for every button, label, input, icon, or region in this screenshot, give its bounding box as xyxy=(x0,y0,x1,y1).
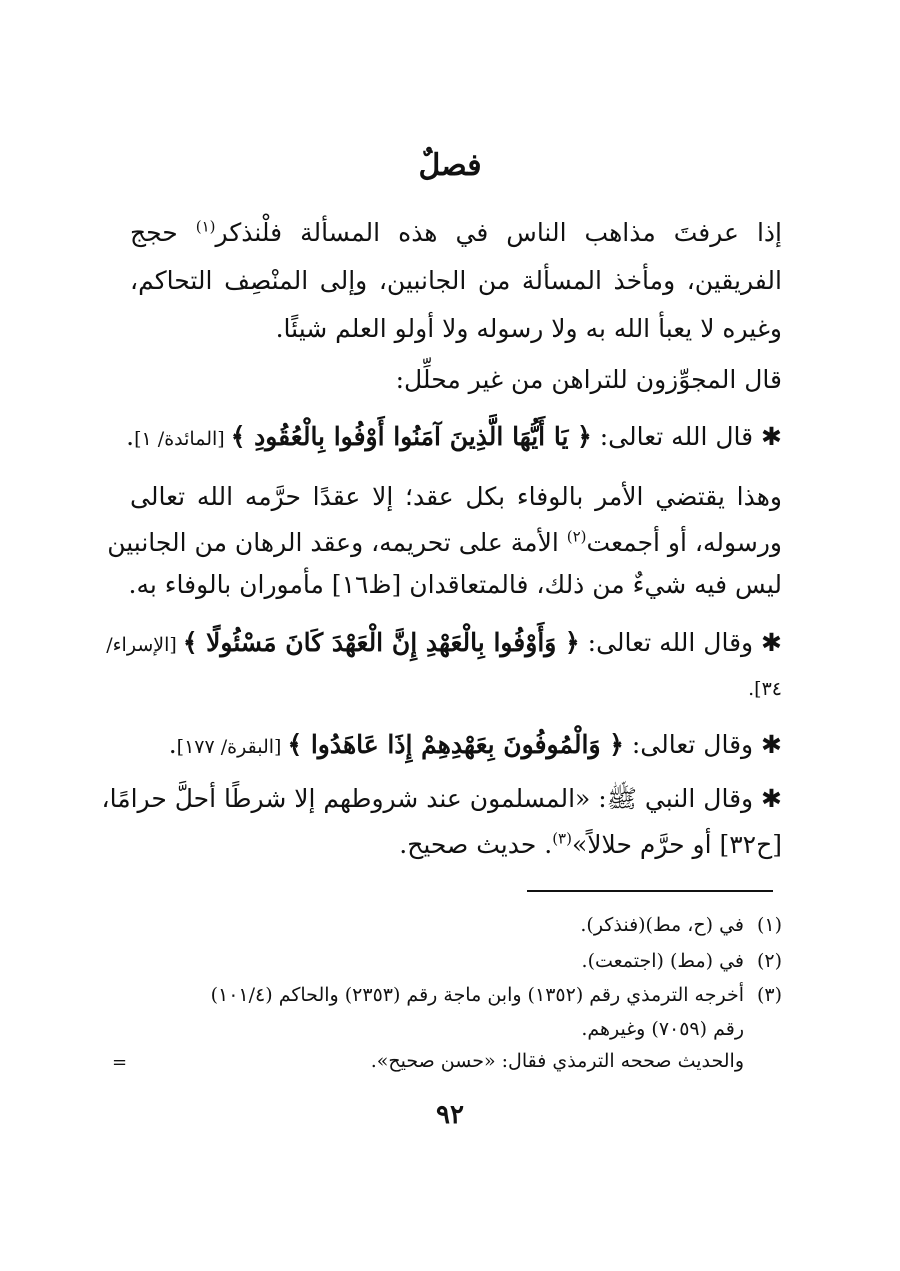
footnote-2-text: في (مط) (اجتمعت). xyxy=(581,950,744,972)
footnote-3-continuation-1: رقم (٧٠٥٩) وغيرهم. xyxy=(581,1018,744,1040)
evidence3-lead: ✱ وقال تعالى: xyxy=(623,730,782,759)
footnote-ref-1: (١) xyxy=(195,217,216,236)
footnote-ref-3: (٣) xyxy=(552,829,572,848)
footnote-separator xyxy=(527,890,773,892)
paragraph2-line2 xyxy=(107,527,782,558)
evidence2-line2 xyxy=(130,672,782,702)
evidence3-end: . xyxy=(168,730,177,759)
section-heading: فصلٌ xyxy=(418,148,482,183)
evidence1-lead: ✱ قال الله تعالى: xyxy=(591,422,782,451)
page-number: ٩٢ xyxy=(436,1100,464,1130)
evidence3-line xyxy=(130,730,782,760)
footnote-ref-2: (٢) xyxy=(566,527,587,546)
footnote-1 xyxy=(128,914,782,936)
paragraph1-line2: الفريقين، ومأخذ المسألة من الجانبين، وإلى المنْصِف التحاكم، xyxy=(130,266,782,295)
footnote-3-number: (٣) xyxy=(756,984,782,1006)
paragraph2-line3: ليس فيه شيءٌ من ذلك، فالمتعاقدان [ظ١٦] مأموران بالوفاء به. xyxy=(128,570,782,599)
footnote-3-continuation-2: والحديث صححه الترمذي فقال: «حسن صحيح». xyxy=(370,1050,744,1072)
footnote-3 xyxy=(128,984,782,1006)
evidence2-verse: ﴿ وَأَوْفُوا بِالْعَهْدِ إِنَّ الْعَهْدَ كَانَ مَسْئُولًا ﴾ xyxy=(182,628,580,657)
paragraph2-line1: وهذا يقتضي الأمر بالوفاء بكل عقد؛ إلا عقدًا حرَّمه الله تعالى xyxy=(130,482,782,511)
evidence4-line2-text-a: [ح٣٢] أو حرَّم حلالاً» xyxy=(571,830,782,859)
evidence1-end: . xyxy=(126,422,135,451)
evidence2-ref: [الإسراء/ xyxy=(106,634,183,656)
paragraph1-line1-text-a: إذا عرفتَ مذاهب الناس في هذه المسألة فلْنذكر xyxy=(215,218,782,247)
evidence2-lead: ✱ وقال الله تعالى: xyxy=(579,628,782,657)
evidence1-line xyxy=(126,422,782,452)
evidence4-line2-text-b: . حديث صحيح. xyxy=(399,830,553,859)
footnote-3-text: أخرجه الترمذي رقم (١٣٥٢) وابن ماجة رقم (٢٣٥٣) والحاكم (١٠١/٤) xyxy=(210,984,744,1006)
evidence2-ref-cont: ٣٤]. xyxy=(748,678,782,700)
evidence1-ref: [المائدة/ ١] xyxy=(134,428,231,450)
evidence1-verse: ﴿ يَا أَيُّهَا الَّذِينَ آمَنُوا أَوْفُوا بِالْعُقُودِ ﴾ xyxy=(230,422,592,451)
footnote-1-number: (١) xyxy=(756,914,782,936)
evidence4-line2 xyxy=(130,830,782,860)
continuation-mark: = xyxy=(112,1052,128,1073)
evidence3-ref: [البقرة/ ١٧٧] xyxy=(176,736,288,758)
evidence2-line1 xyxy=(106,628,782,658)
evidence4-line1: ✱ وقال النبي ﷺ: «المسلمون عند شروطهم إلا شرطًا أحلَّ حرامًا، xyxy=(101,784,782,813)
footnote-2 xyxy=(128,950,782,972)
footnote-2-number: (٢) xyxy=(756,950,782,972)
paragraph2-line2-text-a: ورسوله، أو أجمعت xyxy=(586,528,782,557)
paragraph2-line2-text-b: الأمة على تحريمه، وعقد الرهان من الجانبين xyxy=(107,528,567,557)
evidence3-verse: ﴿ وَالْمُوفُونَ بِعَهْدِهِمْ إِذَا عَاهَدُوا ﴾ xyxy=(287,730,624,759)
footnote-1-text: في (ح، مط)(فنذكر). xyxy=(580,914,744,936)
paragraph1-line1 xyxy=(130,218,782,248)
intro-line: قال المجوِّزون للتراهن من غير محلِّل: xyxy=(395,365,782,394)
paragraph1-line3: وغيره لا يعبأ الله به ولا رسوله ولا أولو العلم شيئًا. xyxy=(275,314,782,343)
paragraph1-line1-text-b: حجج xyxy=(130,218,196,247)
